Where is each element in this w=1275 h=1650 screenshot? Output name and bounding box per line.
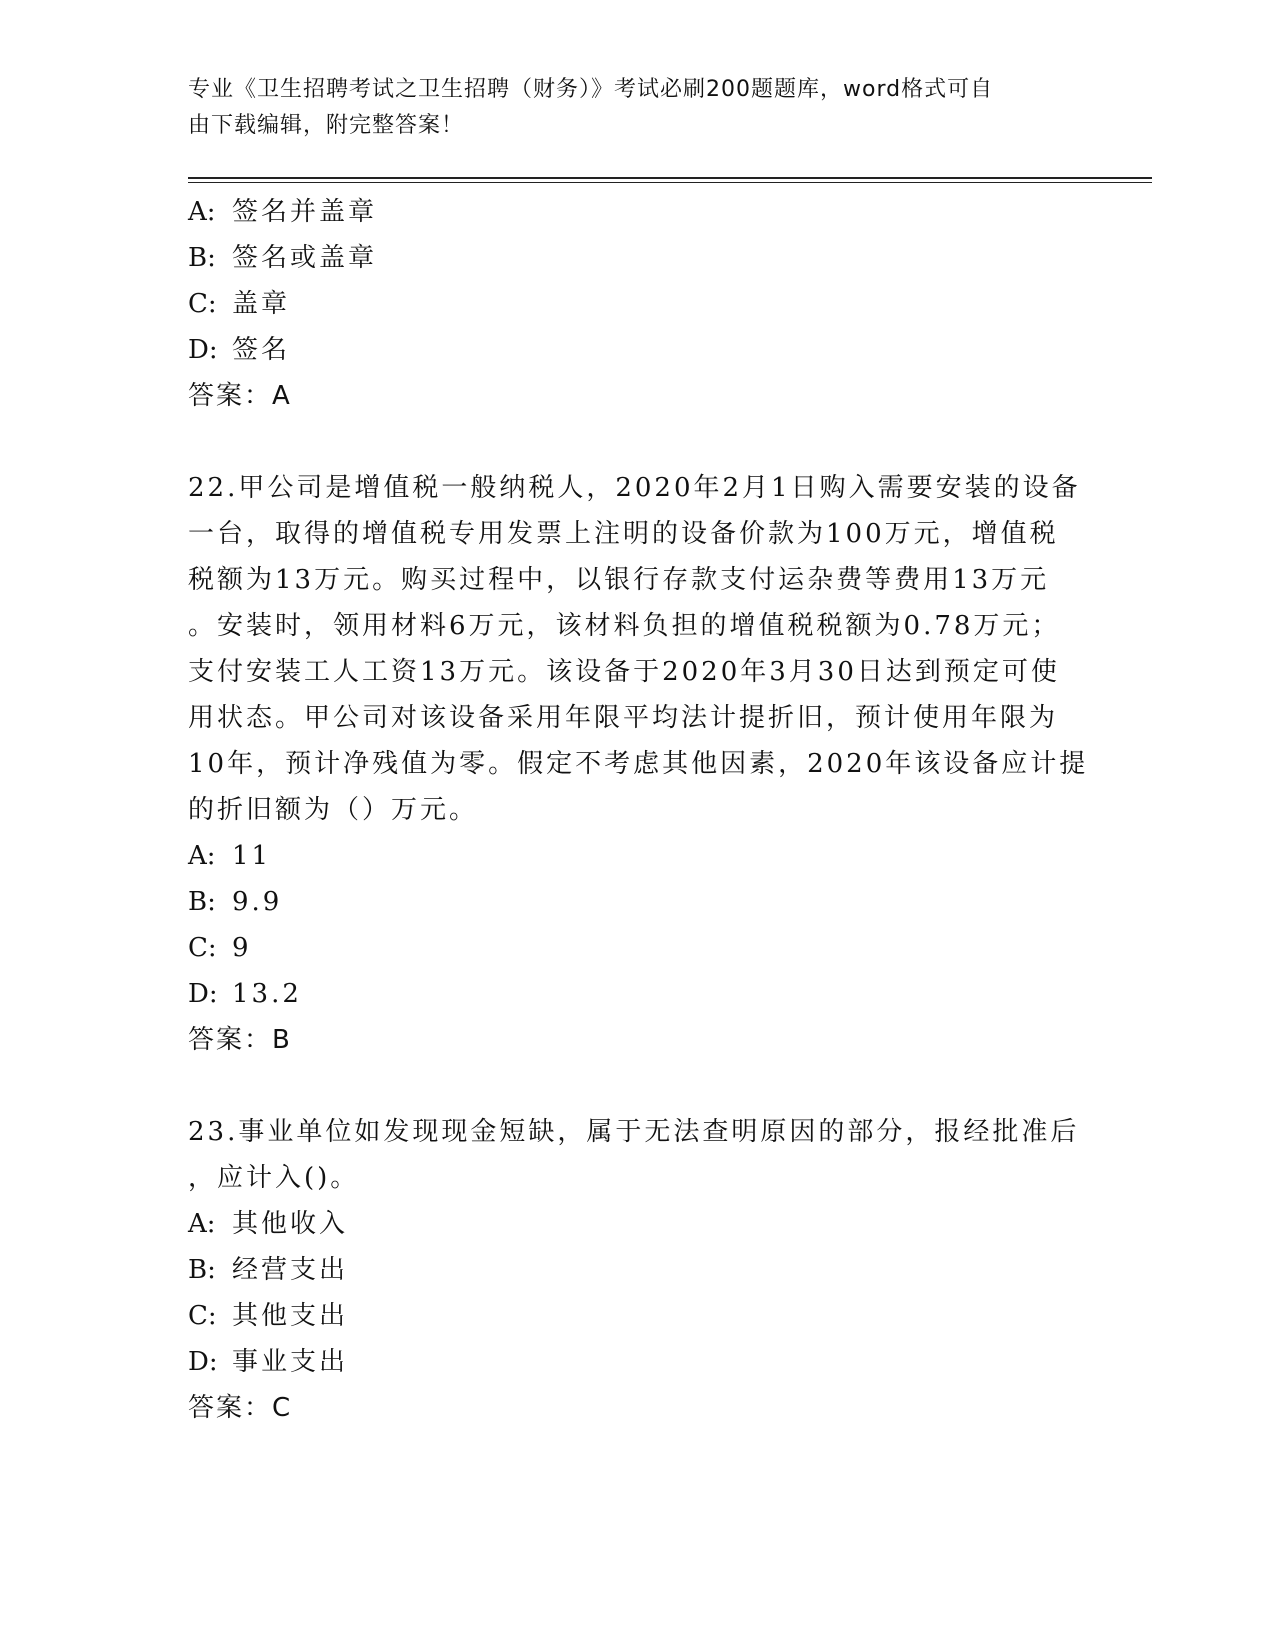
option-letter: D: xyxy=(188,979,218,1009)
option-d xyxy=(188,971,1088,1017)
option-letter: A: xyxy=(188,841,216,871)
question-text-line: 。安装时，领用材料6万元，该材料负担的增值税税额为0.78万元； xyxy=(188,611,1061,641)
option-c xyxy=(188,281,1088,327)
question-text-line: 23.事业单位如发现现金短缺，属于无法查明原因的部分，报经批准后 xyxy=(188,1117,1080,1147)
option-d xyxy=(188,327,1088,373)
option-text: 9.9 xyxy=(232,887,283,917)
option-text: 事业支出 xyxy=(232,1347,349,1377)
option-letter: A: xyxy=(188,197,216,227)
option-c xyxy=(188,1293,1088,1339)
document-header xyxy=(188,72,1068,144)
option-letter: C: xyxy=(188,289,217,319)
document-content xyxy=(188,189,1088,1431)
question-text-line: 税额为13万元。购买过程中，以银行存款支付运杂费等费用13万元 xyxy=(188,565,1050,595)
header-divider-thick xyxy=(188,177,1152,179)
question-text-line: ，应计入()。 xyxy=(188,1163,360,1193)
option-b xyxy=(188,879,1088,925)
header-line-2: 由下载编辑，附完整答案！ xyxy=(188,113,465,138)
option-letter: C: xyxy=(188,933,217,963)
option-b xyxy=(188,235,1088,281)
spacer xyxy=(188,419,1088,465)
option-text: 11 xyxy=(232,841,272,871)
option-a xyxy=(188,1201,1088,1247)
spacer xyxy=(188,1063,1088,1109)
option-letter: D: xyxy=(188,335,218,365)
question-21 xyxy=(188,189,1088,419)
question-text-line: 支付安装工人工资13万元。该设备于2020年3月30日达到预定可使 xyxy=(188,657,1060,687)
question-22 xyxy=(188,465,1088,1063)
question-text-line: 10年，预计净残值为零。假定不考虑其他因素，2020年该设备应计提 xyxy=(188,749,1089,779)
answer-line: 答案：B xyxy=(188,1025,292,1055)
option-c xyxy=(188,925,1088,971)
option-letter: C: xyxy=(188,1301,217,1331)
option-d xyxy=(188,1339,1088,1385)
option-a xyxy=(188,833,1088,879)
option-letter: D: xyxy=(188,1347,218,1377)
header-divider-thin xyxy=(188,182,1152,183)
option-letter: A: xyxy=(188,1209,216,1239)
option-text: 签名并盖章 xyxy=(232,197,378,227)
question-text-line: 22.甲公司是增值税一般纳税人，2020年2月1日购入需要安装的设备 xyxy=(188,473,1081,503)
option-text: 其他收入 xyxy=(232,1209,349,1239)
question-text-line: 一台，取得的增值税专用发票上注明的设备价款为100万元，增值税 xyxy=(188,519,1059,549)
option-text: 签名或盖章 xyxy=(232,243,378,273)
header-line-1: 专业《卫生招聘考试之卫生招聘（财务）》考试必刷200题题库，word格式可自 xyxy=(188,77,994,102)
answer-line: 答案：C xyxy=(188,1393,293,1423)
option-letter: B: xyxy=(188,887,216,917)
answer-line: 答案：A xyxy=(188,381,292,411)
option-text: 经营支出 xyxy=(232,1255,349,1285)
option-text: 盖章 xyxy=(232,289,291,319)
option-text: 签名 xyxy=(232,335,291,365)
option-text: 其他支出 xyxy=(232,1301,349,1331)
option-text: 13.2 xyxy=(232,979,302,1009)
option-a xyxy=(188,189,1088,235)
question-23 xyxy=(188,1109,1088,1431)
option-letter: B: xyxy=(188,243,216,273)
option-b xyxy=(188,1247,1088,1293)
question-text-line: 的折旧额为（）万元。 xyxy=(188,795,479,825)
option-text: 9 xyxy=(232,933,252,963)
option-letter: B: xyxy=(188,1255,216,1285)
question-text-line: 用状态。甲公司对该设备采用年限平均法计提折旧，预计使用年限为 xyxy=(188,703,1059,733)
